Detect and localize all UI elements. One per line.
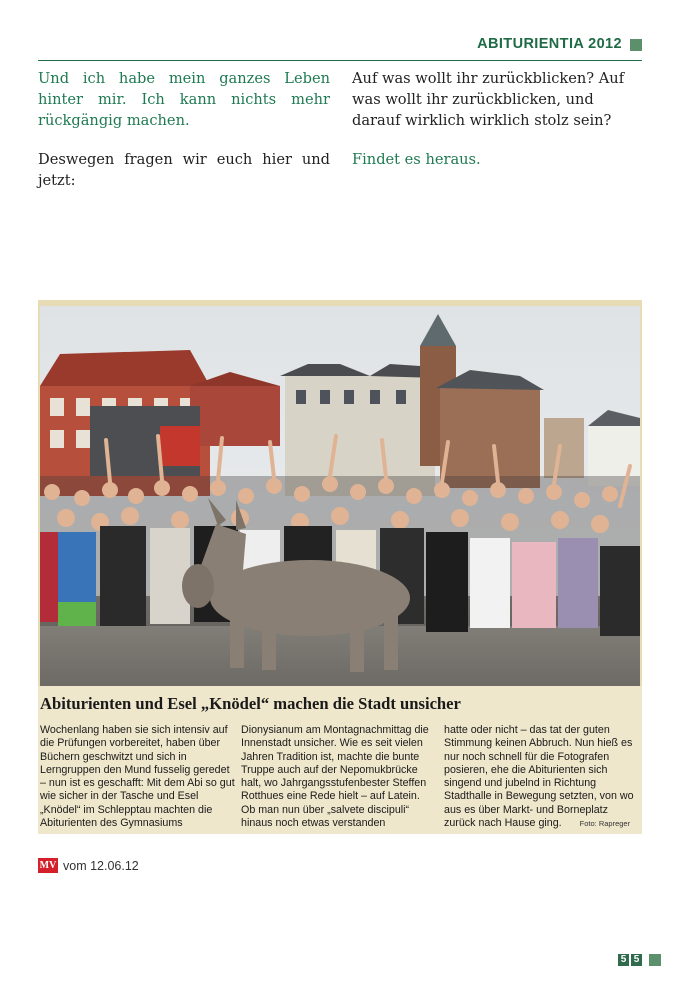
intro-left-paragraph-2: Deswegen fragen wir euch hier und jetzt: (38, 151, 330, 189)
photo-credit: Foto: Rapreger (579, 819, 631, 829)
header-square-icon (630, 39, 642, 51)
page-number (618, 954, 642, 966)
photo-caption-article (38, 686, 642, 834)
photo-frame (38, 300, 642, 686)
article-column-1: Wochenlang haben sie sich intensiv auf die Prüfungen vorbereitet, haben über Büchern geschwitzt und sich in Lerngruppen den Mund fusselig geredet – nun ist es geschafft: Mit dem Abi so gut wie sicher in der Tasche und Esel „Knödel“ im Schlepptau machten die Abiturienten des Gymnasiums (40, 724, 235, 830)
page-digit-1: 5 (618, 954, 629, 966)
intro-left-paragraph-1: Und ich habe mein ganzes Leben hinter mir. Ich kann nichts mehr rückgängig machen. (38, 70, 330, 129)
article-title: Abiturienten und Esel „Knödel“ machen die Stadt unsicher (40, 694, 461, 713)
page-header (38, 36, 642, 61)
page-square-icon (649, 954, 661, 966)
source-date: vom 12.06.12 (63, 858, 139, 873)
group-photo (40, 306, 640, 686)
mv-logo-icon: MV (39, 860, 57, 871)
article-column-2: Dionysianum am Montagnachmittag die Innenstadt unsicher. Wie es seit vielen Jahren Tradition ist, machte die bunte Truppe auch auf der Nepomukbrücke halt, wo Jahrgangsstufenbester Steffen Rotthues eine Rede hielt – auf Latein. Ob man nun über „salvete discipuli“ hinaus noch etwas verstanden (241, 724, 429, 830)
header-title: ABITURIENTIA 2012 (477, 36, 622, 52)
intro-left-column (38, 68, 330, 191)
source-line (38, 858, 139, 873)
article-column-3-text: hatte oder nicht – das tat der guten Stimmung keinen Abbruch. Nun hieß es nur noch schnell für die Fotografen posieren, ehe die Abiturienten sich singend und jubelnd in Richtung Stadthalle in Bewegung setzten, von wo aus es über Markt- und Borneplatz zurück nach Hause ging. (444, 724, 634, 830)
intro-right-paragraph-2: Findet es heraus. (352, 151, 481, 168)
intro-right-column (352, 68, 644, 170)
article-column-3 (444, 724, 640, 830)
page-digit-2: 5 (631, 954, 642, 966)
intro-right-paragraph-1: Auf was wollt ihr zurückblicken? Auf was wollt ihr zurückblicken, und darauf wirklich wirklich stolz sein? (352, 70, 625, 129)
